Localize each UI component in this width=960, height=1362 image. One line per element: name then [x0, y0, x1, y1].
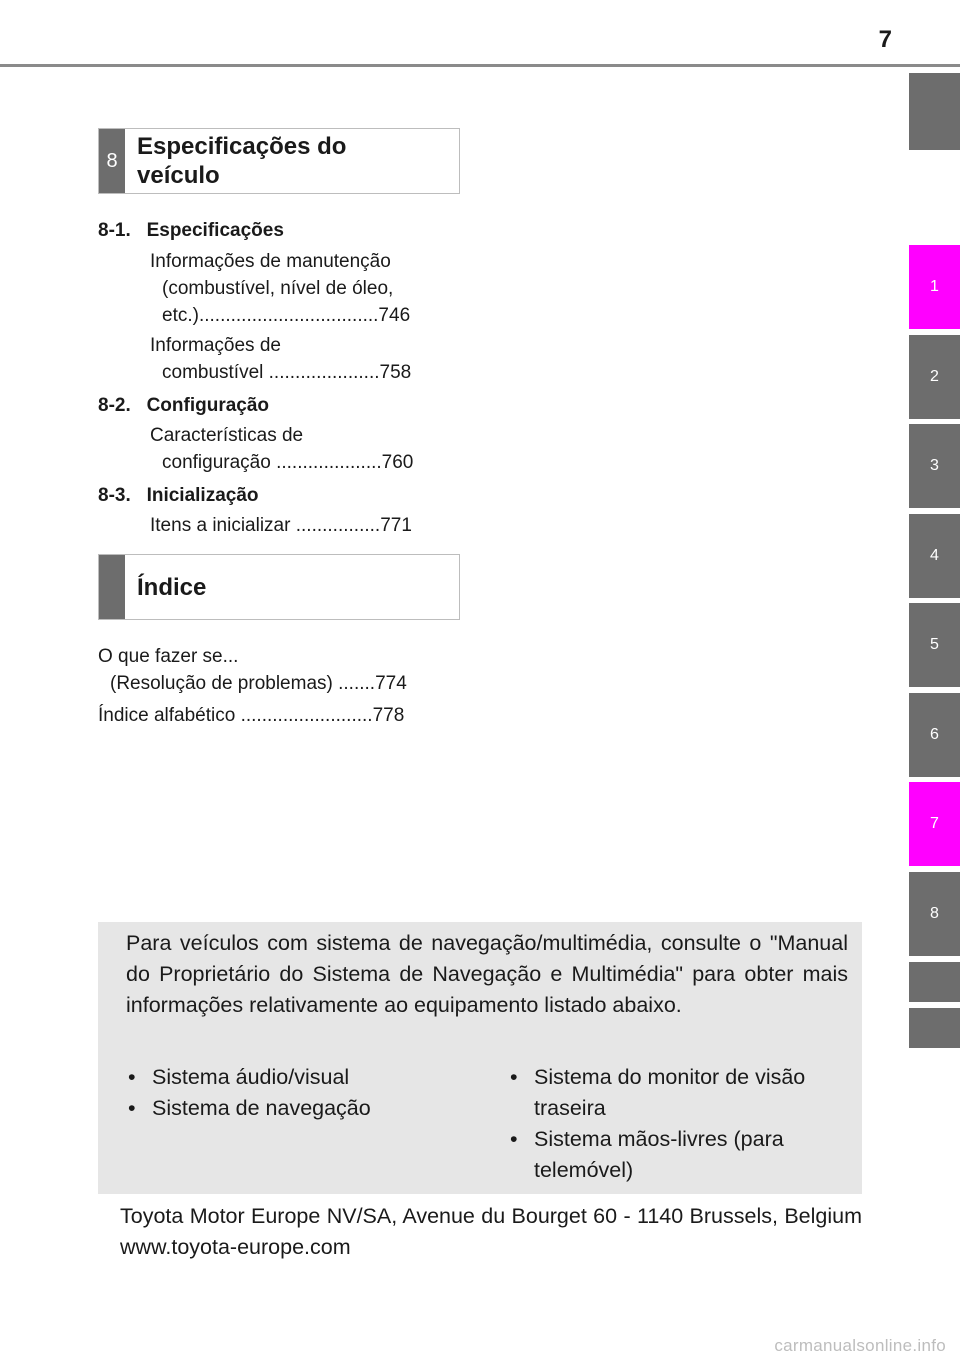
- toc-entry-line: configuração ....................760: [162, 452, 414, 473]
- list-item: [510, 1124, 850, 1186]
- section-title: [125, 129, 346, 193]
- bullet: •: [128, 1065, 136, 1089]
- note-text: Para veículos com sistema de navegação/multimédia, consulte o "Manual do Proprietário do Sistema de Navegação e Multimédia" para obter mais informações relativamente ao equipamento listado abaixo.: [126, 931, 848, 1017]
- list-item-text: Sistema mãos-livres (para telemóvel): [534, 1127, 784, 1182]
- toc-entry-troubleshooting[interactable]: [98, 643, 448, 697]
- side-tab-blank-a[interactable]: [909, 962, 960, 1002]
- navigation-note-box: [98, 922, 862, 1194]
- toc-entry-line: (Resolução de problemas) .......774: [110, 673, 407, 694]
- side-tab-1[interactable]: [909, 245, 960, 329]
- section-header-index: [98, 554, 460, 620]
- toc-entry-line: Índice alfabético .........................778: [98, 705, 405, 726]
- section-title-line1: Especificações do: [137, 133, 347, 160]
- side-tab-label: 7: [930, 815, 939, 832]
- section-title-line2: veículo: [137, 162, 220, 189]
- list-item-text: Sistema de navegação: [152, 1096, 371, 1120]
- list-item: [510, 1062, 850, 1124]
- side-tab-label: 3: [930, 457, 939, 474]
- side-tab-blank-top[interactable]: [909, 73, 960, 150]
- side-tab-label: 1: [930, 278, 939, 295]
- side-tab-label: 4: [930, 547, 939, 564]
- side-tab-label: 6: [930, 726, 939, 743]
- toc-entry-line: O que fazer se...: [98, 646, 239, 667]
- toc-chapter-8-3: 8-3. Inicialização: [98, 485, 259, 506]
- side-tab-7[interactable]: [909, 782, 960, 866]
- toc-entry-maintenance-info[interactable]: [150, 248, 448, 329]
- toc-entry-line: (combustível, nível de óleo,: [162, 278, 394, 299]
- header-rule: [0, 64, 960, 67]
- section-header-vehicle-specs: [98, 128, 460, 194]
- page-number: 7: [878, 26, 892, 53]
- list-item-text: Sistema do monitor de visão traseira: [534, 1065, 806, 1120]
- section-bar: [99, 555, 125, 619]
- side-tab-6[interactable]: [909, 693, 960, 777]
- toc-entry-fuel-info[interactable]: [150, 332, 448, 386]
- section-number: 8: [99, 129, 125, 193]
- side-tab-label: 2: [930, 368, 939, 385]
- note-list-left: [128, 1062, 468, 1124]
- toc-chapter-8-1: 8-1. Especificações: [98, 220, 284, 241]
- toc-entry-alphabetical-index[interactable]: [98, 702, 448, 729]
- toc-chapter-8-2: 8-2. Configuração: [98, 395, 270, 416]
- toc-entry-line: Informações de: [150, 335, 281, 356]
- toc-entry-line: Itens a inicializar ................771: [150, 515, 412, 536]
- side-tab-5[interactable]: [909, 603, 960, 687]
- toc-entry-init-items[interactable]: [150, 512, 448, 539]
- side-tab-label: 5: [930, 636, 939, 653]
- toc-entry-line: Características de: [150, 425, 304, 446]
- bullet: •: [510, 1127, 518, 1151]
- side-tab-3[interactable]: [909, 424, 960, 508]
- bullet: •: [510, 1065, 518, 1089]
- toc-entry-line: Informações de manutenção: [150, 251, 391, 272]
- list-item: [128, 1062, 468, 1093]
- toc-entry-line: combustível .....................758: [162, 362, 412, 383]
- bullet: •: [128, 1096, 136, 1120]
- list-item: [128, 1093, 468, 1124]
- manufacturer-address: Toyota Motor Europe NV/SA, Avenue du Bourget 60 - 1140 Brussels, Belgium www.toyota-europe.com: [120, 1204, 862, 1259]
- toc-entry-config-features[interactable]: [150, 422, 448, 476]
- side-tab-label: 8: [930, 905, 939, 922]
- side-tab-8[interactable]: [909, 872, 960, 956]
- list-item-text: Sistema áudio/visual: [152, 1065, 350, 1089]
- side-tab-4[interactable]: [909, 514, 960, 598]
- side-tab-blank-b[interactable]: [909, 1008, 960, 1048]
- toc-entry-line: etc.)..................................746: [162, 305, 411, 326]
- note-list-right: [510, 1062, 850, 1186]
- side-tab-2[interactable]: [909, 335, 960, 419]
- section-title: Índice: [137, 573, 207, 601]
- watermark: carmanualsonline.info: [774, 1336, 946, 1355]
